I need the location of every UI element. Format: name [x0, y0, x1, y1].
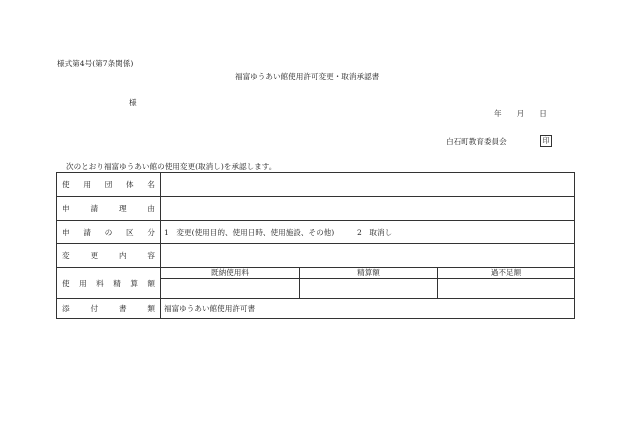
row-category [57, 221, 574, 244]
row-label: 変 更 内 容 [62, 251, 155, 260]
label-cell [57, 173, 161, 196]
form-number: 様式第4号(第7条関係) [57, 59, 134, 68]
fee-value-paid[interactable] [161, 279, 299, 298]
row-organization [57, 173, 574, 197]
date-line [494, 109, 547, 119]
row-reason [57, 197, 574, 221]
row-change-details [57, 244, 574, 268]
row-label: 使 用 料 精 算 額 [62, 278, 155, 288]
row-label: 申 請 理 由 [62, 204, 155, 213]
date-year: 年 [494, 109, 502, 118]
label-cell [57, 299, 161, 318]
seal-box: 印 [540, 135, 552, 147]
label-cell [57, 197, 161, 220]
row-label: 使 用 団 体 名 [62, 180, 155, 189]
change-details-field[interactable] [161, 244, 574, 267]
document-title: 福富ゆうあい館使用許可変更・取消承認書 [235, 72, 380, 81]
organization-name-field[interactable] [161, 173, 574, 196]
fee-header-settlement: 精算額 [300, 268, 437, 279]
label-cell [57, 221, 161, 243]
issuer-name: 白石町教育委員会 [446, 137, 507, 146]
category-field[interactable]: 1 変更(使用目的、使用日時、使用施設、その他) 2 取消し [164, 227, 393, 237]
fee-header-paid: 既納使用料 [161, 268, 299, 279]
fee-subtable [161, 268, 574, 298]
fee-column-settlement [299, 268, 437, 298]
row-attachments [57, 299, 574, 318]
row-fee-settlement [57, 268, 574, 299]
attachments-field[interactable]: 福富ゆうあい館使用許可書 [164, 304, 256, 313]
fee-value-difference[interactable] [438, 279, 574, 298]
reason-field[interactable] [161, 197, 574, 220]
fee-column-difference [437, 268, 574, 298]
fee-header-difference: 過不足額 [438, 268, 574, 279]
label-cell [57, 244, 161, 267]
fee-value-settlement[interactable] [300, 279, 437, 298]
row-label: 申 請 の 区 分 [62, 227, 155, 237]
label-cell [57, 268, 161, 298]
approval-form-table [56, 172, 575, 319]
date-month: 月 [516, 109, 525, 118]
addressee-suffix: 様 [129, 98, 137, 107]
intro-text: 次のとおり福富ゆうあい館の使用変更(取消し)を承認します。 [66, 162, 277, 171]
date-day: 日 [539, 109, 547, 118]
row-label: 添 付 書 類 [62, 304, 155, 313]
fee-column-paid [161, 268, 299, 298]
